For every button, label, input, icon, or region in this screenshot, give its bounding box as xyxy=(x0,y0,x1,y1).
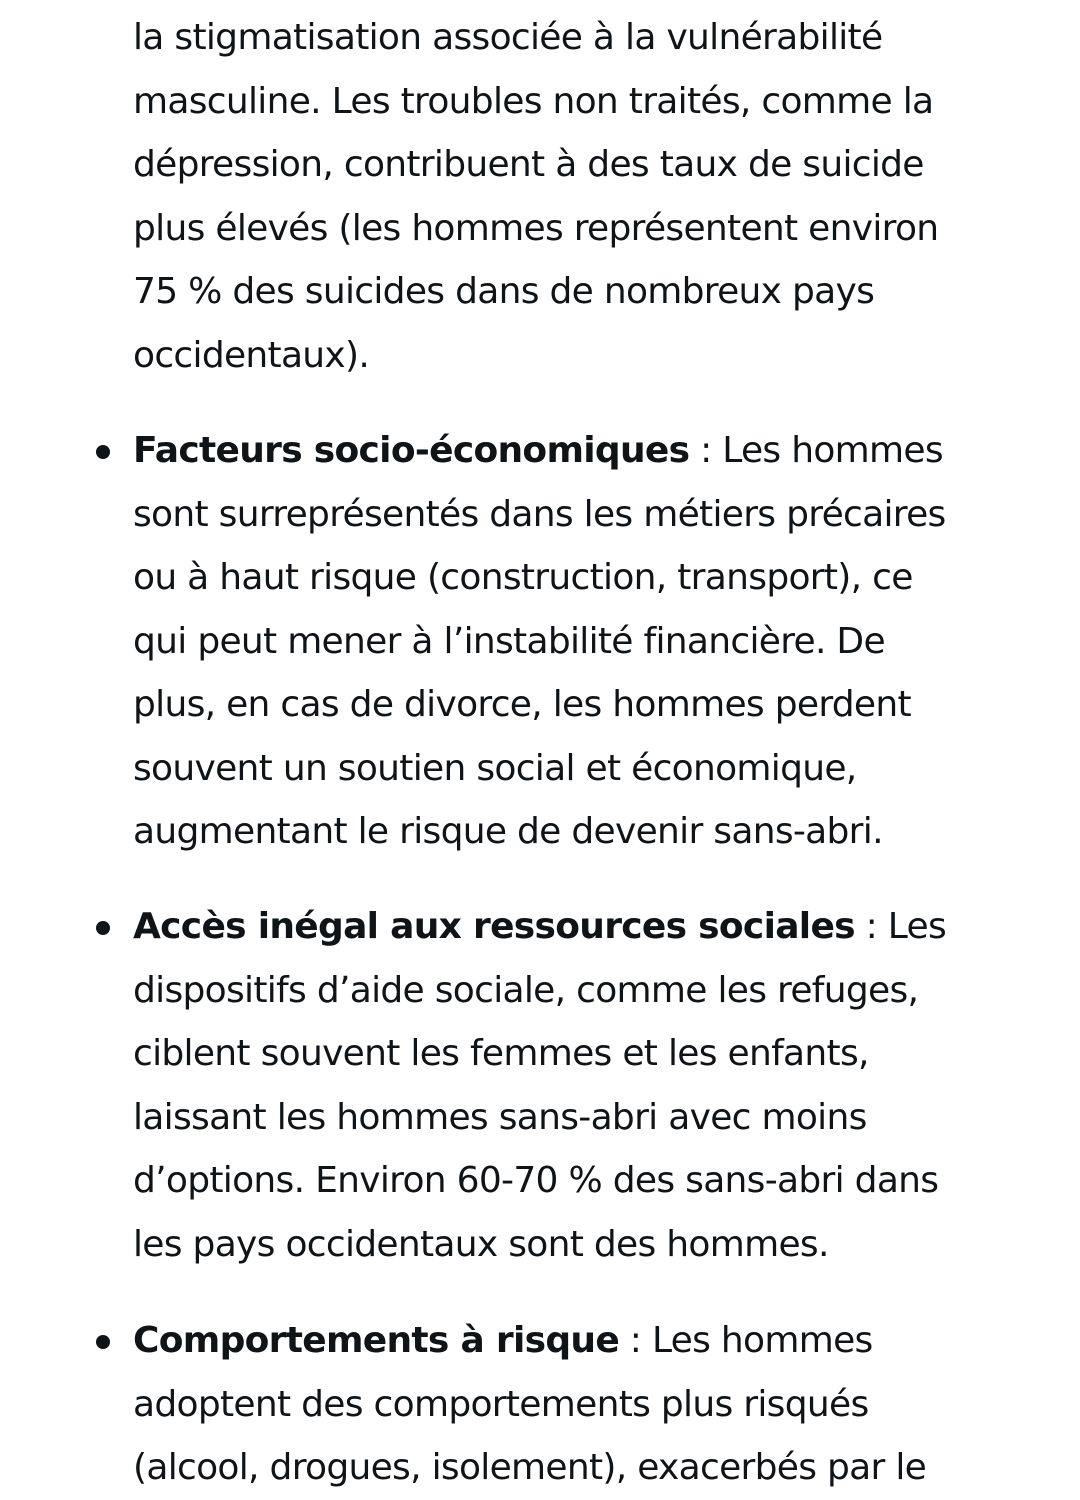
text-line: ou à haut risque (construction, transport), ce xyxy=(133,557,913,598)
text-line: plus, en cas de divorce, les hommes perdent xyxy=(133,684,911,725)
text-line: la stigmatisation associée à la vulnérabilité xyxy=(133,17,883,58)
text-line: (alcool, drogues, isolement), exacerbés par le xyxy=(133,1447,927,1488)
list-item-term: Facteurs socio-économiques xyxy=(133,430,690,471)
text-line: dispositifs d’aide sociale, comme les refuges, xyxy=(133,969,919,1011)
list-item xyxy=(133,895,1053,1276)
list-item xyxy=(133,419,1053,864)
bullet-dot xyxy=(96,445,110,459)
text-line: masculine. Les troubles non traités, comme la xyxy=(133,80,934,122)
list-item xyxy=(133,1309,1053,1500)
text-line: augmentant le risque de devenir sans-abri. xyxy=(133,811,883,852)
text-line xyxy=(133,419,1053,483)
text-line: adoptent des comportements plus risqués xyxy=(133,1383,869,1425)
text-line: ciblent souvent les femmes et les enfants, xyxy=(133,1033,869,1074)
text-line xyxy=(133,895,1053,959)
text-line: qui peut mener à l’instabilité financière. De xyxy=(133,620,885,662)
bullet-dot xyxy=(96,921,110,935)
text-line: laissant les hommes sans-abri avec moins xyxy=(133,1096,867,1138)
bullet-dot xyxy=(96,1335,110,1349)
text-line: plus élevés (les hommes représentent environ xyxy=(133,207,939,249)
text-line: souvent un soutien social et économique, xyxy=(133,747,857,789)
list-item-term: Accès inégal aux ressources sociales xyxy=(133,906,855,947)
text-line: 75 % des suicides dans de nombreux pays xyxy=(133,271,875,312)
intro-paragraph xyxy=(133,6,1053,387)
list-item-term: Comportements à risque xyxy=(133,1320,620,1361)
list-item-text: : Les hommes xyxy=(619,1320,873,1361)
list-item-text: : Les xyxy=(854,906,947,947)
text-line: sont surreprésentés dans les métiers précaires xyxy=(133,493,946,535)
text-line: d’options. Environ 60-70 % des sans-abri dans xyxy=(133,1160,939,1201)
list-item-text: : Les hommes xyxy=(689,430,943,471)
text-line: les pays occidentaux sont des hommes. xyxy=(133,1223,829,1265)
text-line xyxy=(133,1309,1053,1373)
text-line: dépression, contribuent à des taux de suicide xyxy=(133,144,924,185)
text-line: occidentaux). xyxy=(133,334,370,376)
